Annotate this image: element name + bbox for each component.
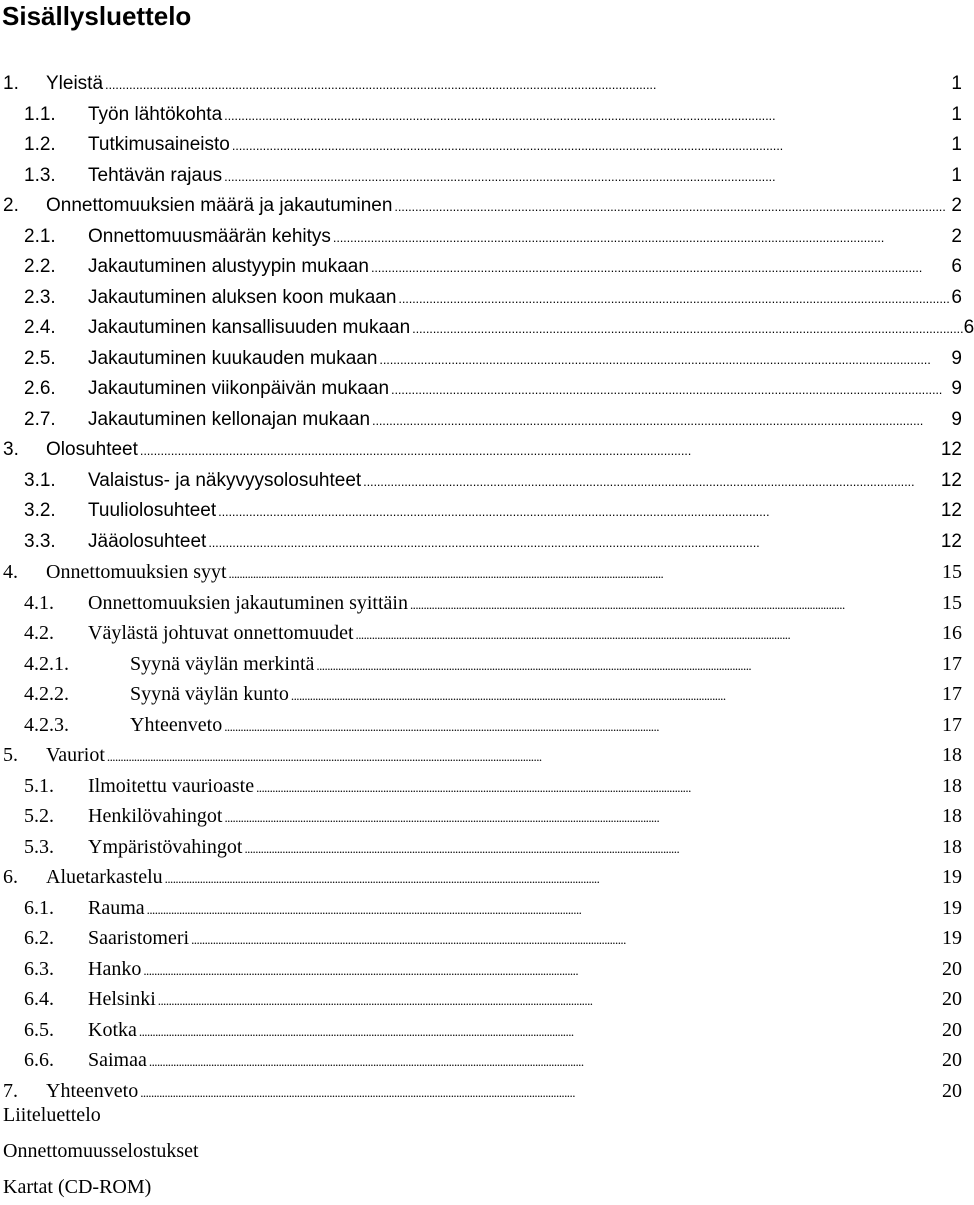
toc-entry-page-number: 17 [942,683,962,705]
toc-entry-label: Jakautuminen aluksen koon mukaan [88,286,397,308]
toc-entry[interactable] [0,740,962,771]
toc-entry-label: Ilmoitettu vaurioaste [88,774,255,797]
toc-entry-number: 5.3. [24,835,54,858]
toc-entry-number: 5.2. [24,805,54,827]
toc-entry[interactable] [0,161,962,192]
toc-entry[interactable] [0,283,962,314]
toc-entry[interactable] [0,588,962,619]
dot-leader [371,252,949,283]
toc-entry-page-number: 2 [951,195,962,216]
toc-entry-page-number: 12 [940,530,962,552]
toc-entry-page-number: 16 [942,622,962,644]
toc-entry[interactable] [0,252,962,283]
toc-entry-label: Rauma [88,896,145,919]
toc-entry-number: 2.4. [24,317,56,338]
toc-entry[interactable] [0,130,962,161]
toc-entry-page-number: 1 [951,103,962,125]
toc-entry-label: Tutkimusaineisto [88,134,230,155]
toc-entry-page-number: 15 [942,561,962,583]
toc-entry-number: 4.1. [24,591,54,614]
toc-entry-label: Yleistä [46,73,104,94]
toc-entry-label: Onnettomuuksien jakautuminen syittäin [88,591,408,614]
toc-entry-label: Saimaa [88,1049,147,1071]
appendix-item: Kartat (CD-ROM) [3,1176,152,1198]
dot-leader [143,954,940,985]
dot-leader [165,862,940,893]
toc-entry-page-number: 9 [951,347,962,369]
toc-entry-label: Jakautuminen kellonajan mukaan [88,408,371,430]
toc-entry[interactable] [0,771,962,802]
toc-entry-number: 6. [3,866,18,888]
toc-entry-page-number: 9 [951,408,962,430]
toc-entry[interactable] [0,618,962,649]
toc-entry-page-number: 6 [951,286,962,308]
toc-entry-label: Työn lähtökohta [88,103,223,125]
toc-entry-number: 3.2. [24,500,56,521]
dot-leader [316,649,940,680]
toc-entry-label: Jakautuminen kuukauden mukaan [88,347,378,369]
toc-entry-label: Tehtävän rajaus [88,164,223,186]
dot-leader [398,283,949,314]
toc-entry-page-number: 19 [942,866,962,888]
dot-leader [224,161,949,192]
dot-leader [224,801,940,832]
dot-leader [372,405,949,436]
toc-entry[interactable] [0,1015,962,1046]
toc-entry-page-number: 20 [942,957,962,980]
toc-entry-label: Saaristomeri [88,927,190,949]
toc-entry-number: 6.2. [24,927,54,949]
toc-entry-number: 6.3. [24,957,54,980]
toc-entry[interactable] [0,954,962,985]
dot-leader [410,588,940,619]
toc-entry-number: 1.1. [24,103,56,125]
dot-leader [218,496,939,527]
toc-entry-label: Syynä väylän merkintä [130,652,315,675]
toc-entry-number: 3.1. [24,469,56,491]
toc-entry-number: 2.5. [24,347,56,369]
toc-entry-label: Tuuliolosuhteet [88,500,217,521]
dot-leader [232,130,950,161]
toc-entry[interactable] [0,496,962,527]
toc-entry[interactable] [0,313,974,344]
toc-entry-page-number: 20 [942,1049,962,1071]
toc-entry-label: Olosuhteet [46,439,138,460]
toc-entry-number: 1.3. [24,164,56,186]
toc-entry-page-number: 20 [942,1079,962,1102]
toc-entry-number: 6.4. [24,988,54,1010]
toc-entry-number: 4.2.1. [24,652,69,675]
toc-entry-number: 2.1. [24,225,56,247]
toc-entry-page-number: 12 [940,500,962,521]
toc-entry-page-number: 20 [942,1018,962,1041]
toc-entry-page-number: 9 [951,378,962,399]
page-title: Sisällysluettelo [2,1,192,31]
toc-entry[interactable] [0,527,962,558]
toc-entry[interactable] [0,557,962,588]
dot-leader [356,618,941,649]
dot-leader [391,374,949,405]
toc-entry[interactable] [0,862,962,893]
toc-entry-number: 2. [3,195,19,216]
dot-leader [147,893,940,924]
dot-leader [291,679,940,710]
toc-entry-label: Jääolosuhteet [88,530,207,552]
toc-entry-number: 4.2.2. [24,683,69,705]
toc-entry-label: Vauriot [46,744,105,766]
toc-entry-page-number: 17 [942,652,962,675]
toc-entry[interactable] [0,466,962,497]
toc-entry-label: Hanko [88,957,142,980]
toc-entry-number: 2.7. [24,408,56,430]
toc-entry-number: 2.6. [24,378,56,399]
toc-entry-page-number: 20 [942,988,962,1010]
toc-entry[interactable] [0,649,962,680]
toc-entry-label: Yhteenveto [46,1079,139,1102]
toc-entry[interactable] [0,984,962,1015]
toc-entry-label: Helsinki [88,988,156,1010]
dot-leader [224,710,940,741]
dot-leader [394,191,949,222]
toc-entry[interactable] [0,69,962,100]
toc-entry-number: 2.3. [24,286,56,308]
toc-entry-label: Jakautuminen viikonpäivän mukaan [88,378,390,399]
toc-entry-label: Kotka [88,1018,137,1041]
toc-entry-page-number: 12 [940,469,962,491]
toc-entry-label: Onnettomuuksien syyt [46,561,227,583]
toc-entry-page-number: 18 [942,805,962,827]
dot-leader [224,100,949,131]
toc-entry-label: Onnettomuuksien määrä ja jakautuminen [46,195,393,216]
appendix-item: Liiteluettelo [3,1104,101,1126]
toc-entry[interactable] [0,222,962,253]
dot-leader [244,832,940,863]
toc-entry-label: Henkilövahingot [88,805,223,827]
toc-entry[interactable] [0,1045,962,1076]
toc-entry-number: 6.6. [24,1049,54,1071]
toc-entry[interactable] [0,710,962,741]
dot-leader [139,1015,940,1046]
toc-entry[interactable] [0,832,962,863]
toc-entry-label: Jakautuminen kansallisuuden mukaan [88,317,411,338]
toc-entry-page-number: 18 [942,835,962,858]
toc-entry[interactable] [0,100,962,131]
toc-entry-page-number: 19 [942,896,962,919]
toc-entry[interactable] [0,374,962,405]
dot-leader [412,313,962,344]
toc-entry-page-number: 6 [963,317,974,338]
dot-leader [107,740,940,771]
dot-leader [229,557,940,588]
toc-entry-number: 6.1. [24,896,54,919]
toc-entry-label: Valaistus- ja näkyvyysolosuhteet [88,469,362,491]
toc-entry-label: Onnettomuusmäärän kehitys [88,225,331,247]
toc-entry-number: 1.2. [24,134,56,155]
toc-entry-page-number: 1 [951,73,962,94]
appendix-list [0,1097,199,1205]
toc-entry-page-number: 2 [951,225,962,247]
toc-entry-label: Syynä väylän kunto [130,683,289,705]
table-of-contents [0,69,974,1106]
toc-entry-page-number: 17 [942,713,962,736]
toc-entry-number: 5.1. [24,774,54,797]
toc-entry-number: 6.5. [24,1018,54,1041]
toc-entry-number: 4.2. [24,622,54,644]
toc-entry-label: Yhteenveto [130,713,223,736]
dot-leader [256,771,940,802]
toc-entry-number: 5. [3,744,18,766]
toc-entry-number: 1. [3,73,19,94]
toc-entry[interactable] [0,344,962,375]
dot-leader [333,222,950,253]
toc-entry-page-number: 19 [942,927,962,949]
toc-entry-page-number: 15 [942,591,962,614]
dot-leader [191,923,940,954]
toc-entry-page-number: 18 [942,774,962,797]
toc-entry[interactable] [0,435,962,466]
dot-leader [208,527,939,558]
toc-entry-label: Jakautuminen alustyypin mukaan [88,256,369,277]
toc-entry-page-number: 6 [951,256,962,277]
dot-leader [149,1045,940,1076]
dot-leader [105,69,949,100]
dot-leader [140,435,939,466]
toc-entry-page-number: 18 [942,744,962,766]
toc-entry[interactable] [0,893,962,924]
toc-entry-page-number: 1 [951,134,962,155]
toc-entry-label: Väylästä johtuvat onnettomuudet [88,622,354,644]
toc-entry-number: 3.3. [24,530,56,552]
appendix-item: Onnettomuusselostukset [3,1140,199,1162]
toc-entry[interactable] [0,191,962,222]
toc-entry[interactable] [0,405,962,436]
toc-entry-number: 7. [3,1079,18,1102]
toc-entry-number: 2.2. [24,256,56,277]
dot-leader [140,1076,940,1107]
toc-entry-label: Aluetarkastelu [46,866,163,888]
dot-leader [379,344,949,375]
toc-entry[interactable] [0,801,962,832]
toc-entry-page-number: 12 [940,439,962,460]
dot-leader [158,984,940,1015]
toc-entry[interactable] [0,923,962,954]
dot-leader [363,466,939,497]
toc-entry-label: Ympäristövahingot [88,835,243,858]
toc-entry-number: 3. [3,439,19,460]
toc-entry-page-number: 1 [951,164,962,186]
toc-entry-number: 4.2.3. [24,713,69,736]
toc-entry-number: 4. [3,561,18,583]
toc-entry[interactable] [0,679,962,710]
